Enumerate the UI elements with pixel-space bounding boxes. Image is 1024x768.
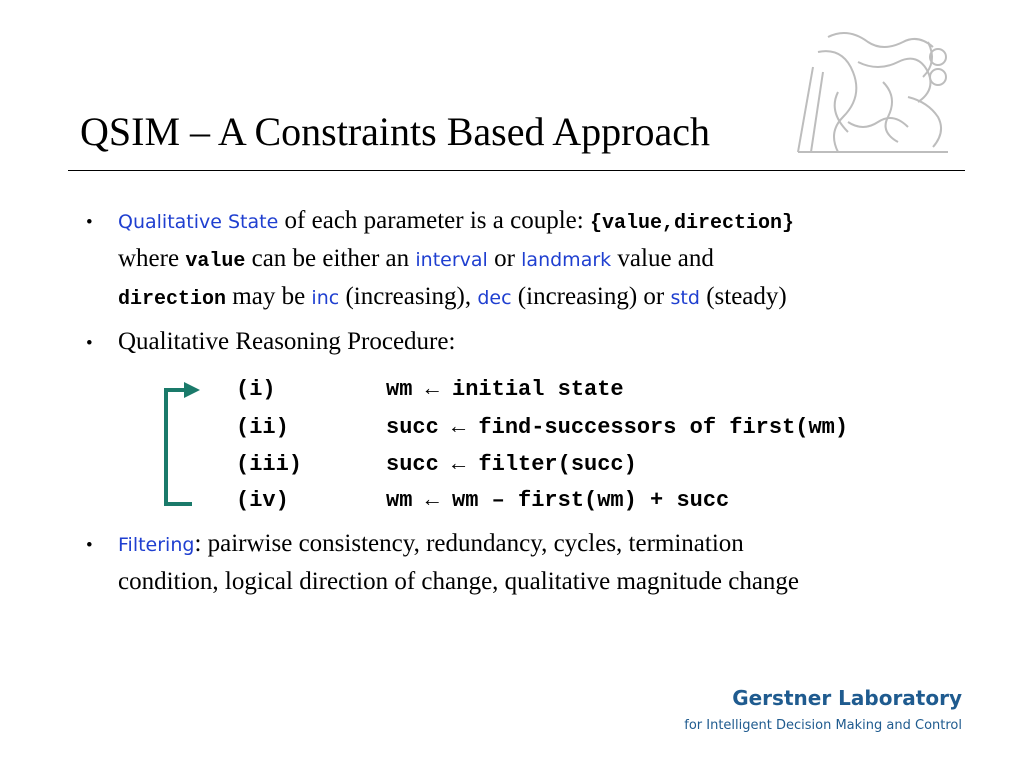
text: can be either an xyxy=(251,245,410,272)
text: value and xyxy=(617,245,714,272)
bullet2-text: Qualitative Reasoning Procedure: xyxy=(118,328,456,355)
bullet1-line1 xyxy=(118,206,794,239)
bullet-marker: • xyxy=(86,333,93,354)
step-expression: wm ← wm – first(wm) + succ xyxy=(386,488,730,513)
bullet1-line3 xyxy=(118,282,787,315)
text: of each parameter is a couple: xyxy=(284,207,584,234)
title-divider xyxy=(68,170,965,171)
step-number: (iii) xyxy=(236,452,303,477)
keyword-dec: dec xyxy=(477,287,512,309)
text: may be xyxy=(232,283,306,310)
step-number: (i) xyxy=(236,377,276,402)
footer-lab-subtitle: for Intelligent Decision Making and Control xyxy=(684,718,962,733)
step-number: (ii) xyxy=(236,415,289,440)
step-expression: wm ← initial state xyxy=(386,377,624,402)
bullet3-line1 xyxy=(118,529,744,560)
bullet3-line2: condition, logical direction of change, qualitative magnitude change xyxy=(118,568,800,595)
text: : pairwise consistency, redundancy, cycles, termination xyxy=(194,530,744,557)
bullet-marker: • xyxy=(86,212,93,233)
keyword-landmark: landmark xyxy=(521,249,612,271)
bullet1-line2 xyxy=(118,244,714,277)
slide-title: QSIM – A Constraints Based Approach xyxy=(80,109,710,154)
keyword-interval: interval xyxy=(415,249,488,271)
text: (increasing), xyxy=(345,283,472,310)
step-expression: succ ← find-successors of first(wm) xyxy=(386,415,849,440)
code-value: value xyxy=(185,250,246,273)
keyword-qualitative-state: Qualitative State xyxy=(118,211,279,233)
text: where xyxy=(118,245,180,272)
loop-arrow-icon xyxy=(160,378,210,514)
text: (steady) xyxy=(706,283,787,310)
text: or xyxy=(494,245,515,272)
bullet-marker: • xyxy=(86,535,93,556)
code-value-direction: {value,direction} xyxy=(589,212,794,235)
footer-lab-name: Gerstner Laboratory xyxy=(732,686,962,710)
code-direction: direction xyxy=(118,288,227,311)
keyword-std: std xyxy=(670,287,700,309)
keyword-inc: inc xyxy=(311,287,340,309)
step-number: (iv) xyxy=(236,488,289,513)
keyword-filtering: Filtering xyxy=(118,534,195,556)
text: (increasing) or xyxy=(517,283,665,310)
lion-logo-icon xyxy=(788,22,958,162)
step-expression: succ ← filter(succ) xyxy=(386,452,637,477)
